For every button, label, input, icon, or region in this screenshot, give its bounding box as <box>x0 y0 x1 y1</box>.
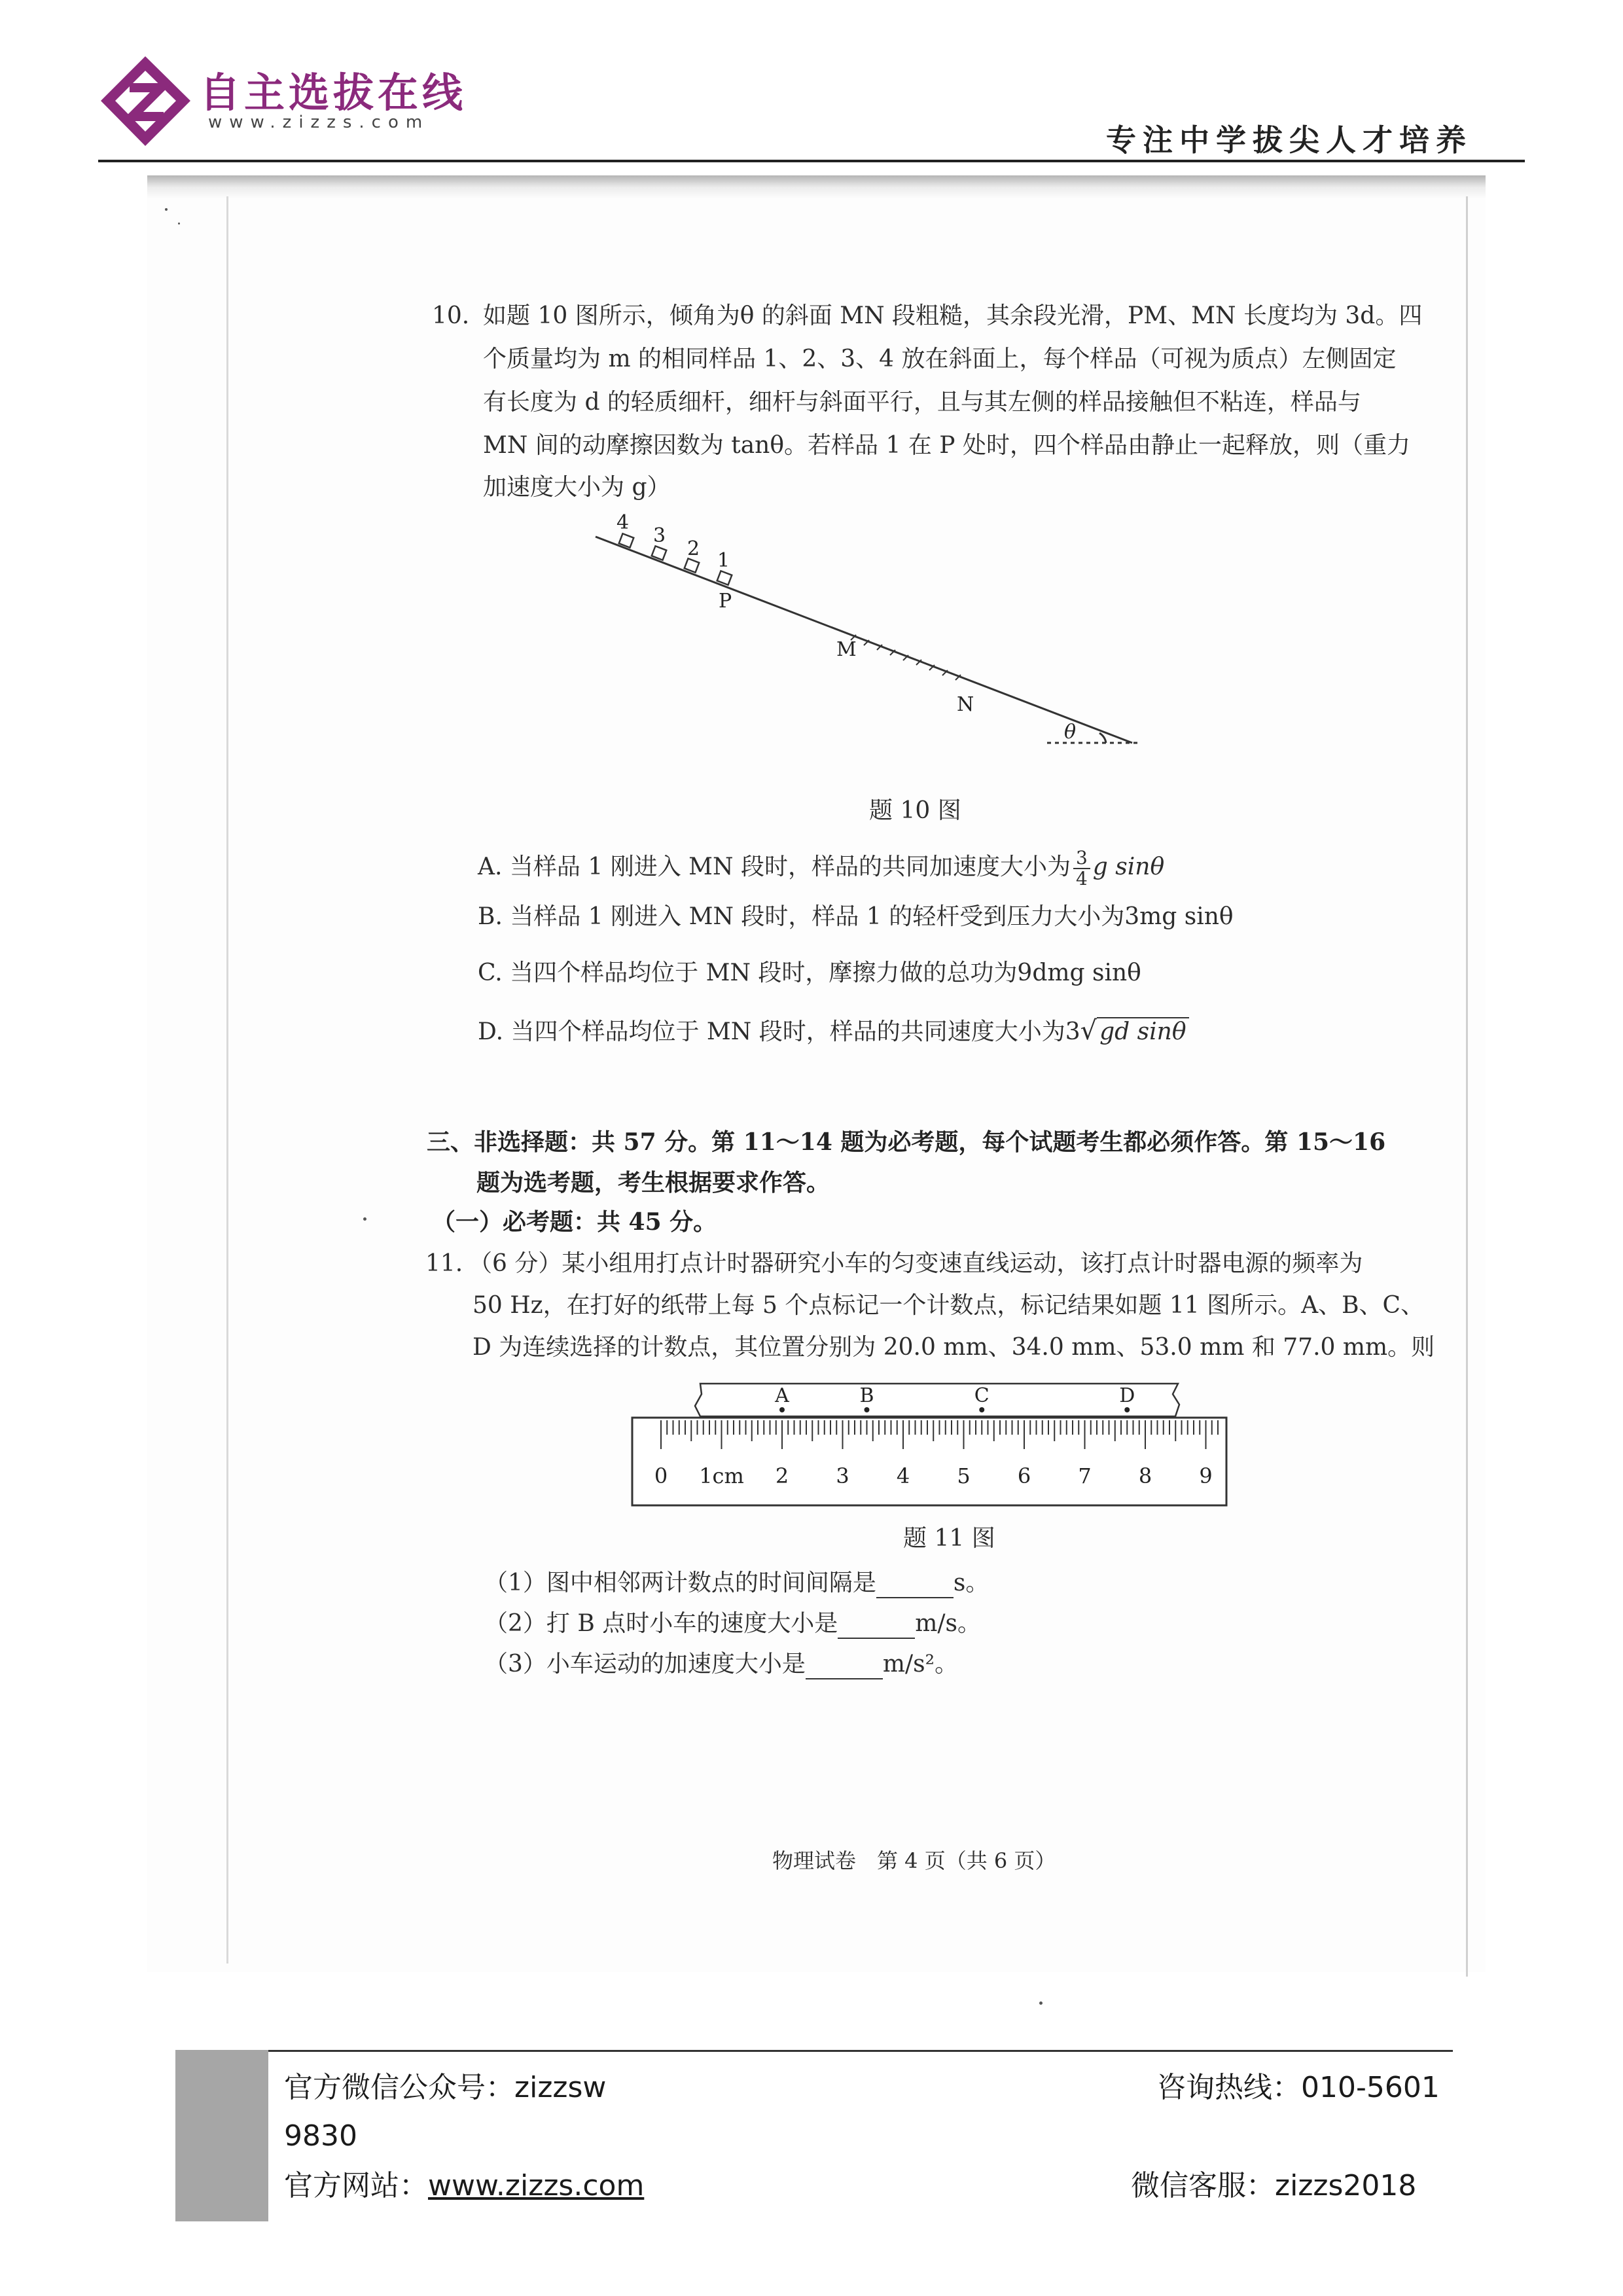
part-2-label: （2）打 B 点时小车的速度大小是 <box>484 1610 838 1637</box>
footer-wechat-service: 微信客服：zizzs2018 <box>1131 2169 1417 2202</box>
ruler-label: 4 <box>896 1463 910 1488</box>
q10-option-a <box>478 848 1164 889</box>
tape-label-D: D <box>1119 1384 1135 1407</box>
option-a-text: 当样品 1 刚进入 MN 段时，样品的共同加速度大小为 <box>509 853 1071 880</box>
tape-point-D <box>1124 1407 1130 1412</box>
q11-part-1 <box>484 1570 989 1598</box>
label-3: 3 <box>653 524 666 547</box>
ruler-label: 5 <box>957 1463 971 1488</box>
ruler-label: 3 <box>836 1463 849 1488</box>
ruler-label: 8 <box>1138 1463 1152 1488</box>
tape-point-B <box>865 1407 870 1412</box>
footer-wechat-public: 官方微信公众号：zizzsw <box>284 2071 607 2104</box>
page-number-footer: 物理试卷 第 4 页（共 6 页） <box>772 1848 1056 1873</box>
option-b-text: 当样品 1 刚进入 MN 段时，样品 1 的轻杆受到压力大小为3mg sinθ <box>510 903 1234 930</box>
footer-grey-block <box>175 2050 268 2221</box>
footer-website-label: 官方网站： <box>284 2169 428 2202</box>
label-N: N <box>957 693 974 716</box>
label-M: M <box>836 638 857 661</box>
sqrt-body: gd sinθ <box>1097 1017 1188 1045</box>
option-a-tail: g sinθ <box>1092 853 1165 880</box>
scan-speck <box>178 223 180 224</box>
fraction-denominator: 4 <box>1075 868 1088 889</box>
figure-10-caption: 题 10 图 <box>869 797 961 824</box>
label-1: 1 <box>717 549 730 572</box>
footer-divider <box>268 2050 1453 2052</box>
ruler-tape-figure <box>622 1374 1237 1518</box>
part-2-unit: m/s。 <box>915 1610 981 1637</box>
brand-name: 自主选拔在线 <box>200 69 467 117</box>
q10-line-1: 如题 10 图所示，倾角为θ 的斜面 MN 段粗糙，其余段光滑，PM、MN 长度均为 3d。四 <box>483 302 1423 329</box>
option-b-letter: B. <box>478 903 503 930</box>
scan-speck <box>165 208 168 211</box>
ruler-label: 7 <box>1078 1463 1092 1488</box>
rough-section-hatch <box>851 635 961 680</box>
q11-part-3 <box>484 1651 958 1679</box>
answer-blank-3[interactable] <box>806 1651 883 1679</box>
tape-label-B: B <box>859 1384 874 1407</box>
ruler-label: 6 <box>1017 1463 1031 1488</box>
figure-11-caption: 题 11 图 <box>903 1525 995 1552</box>
ruler-label: 1cm <box>699 1463 744 1488</box>
fraction-numerator: 3 <box>1073 848 1090 869</box>
q10-option-b <box>478 903 1234 931</box>
tape-label-C: C <box>974 1384 990 1407</box>
angle-arc <box>1099 733 1106 743</box>
label-4: 4 <box>616 511 630 534</box>
q10-line-5: 加速度大小为 g） <box>483 474 671 501</box>
header-divider <box>98 160 1525 162</box>
q11-line-3: D 为连续选择的计数点，其位置分别为 20.0 mm、34.0 mm、53.0 mm 和 77.0 mm。则 <box>473 1334 1435 1361</box>
option-a-letter: A. <box>478 853 503 880</box>
scan-speck <box>1039 2001 1043 2005</box>
sample-2 <box>685 558 700 572</box>
option-d-letter: D. <box>478 1018 504 1045</box>
section-3-heading-cont: 题为选考题，考生根据要求作答。 <box>476 1169 830 1196</box>
q10-line-3: 有长度为 d 的轻质细杆，细杆与斜面平行，且与其左侧的样品接触但不粘连，样品与 <box>483 389 1361 416</box>
option-c-letter: C. <box>478 960 503 986</box>
answer-blank-2[interactable] <box>838 1610 915 1639</box>
fraction-3-4 <box>1073 848 1090 889</box>
label-P: P <box>719 590 732 613</box>
sample-3 <box>652 546 667 560</box>
option-c-text: 当四个样品均位于 MN 段时，摩擦力做的总功为9dmg sinθ <box>510 960 1141 986</box>
tape-label-A: A <box>775 1384 789 1407</box>
section-3-heading: 三、非选择题：共 57 分。第 11～14 题为必考题，每个试题考生都必须作答。第 15～16 <box>427 1128 1386 1156</box>
label-theta: θ <box>1064 721 1077 744</box>
label-2: 2 <box>687 537 700 560</box>
footer-hotline: 咨询热线：010-5601 <box>1157 2071 1440 2104</box>
scan-right-edge <box>1466 196 1468 1977</box>
incline-line <box>596 537 1132 743</box>
footer-website-link[interactable]: www.zizzs.com <box>428 2169 645 2202</box>
q10-option-c <box>478 960 1141 987</box>
incline-figure <box>589 511 1152 753</box>
scan-left-edge <box>226 196 228 1964</box>
q11-part-2 <box>484 1610 981 1639</box>
zizzs-logo-icon <box>98 54 193 149</box>
section-3-subheading: （一）必考题：共 45 分。 <box>432 1208 717 1236</box>
scan-edge-shadow <box>147 175 1486 199</box>
part-1-label: （1）图中相邻两计数点的时间间隔是 <box>484 1570 876 1596</box>
part-1-unit: s。 <box>953 1570 990 1596</box>
question-number-11: 11. <box>425 1250 463 1277</box>
sample-1 <box>717 571 732 584</box>
footer-wechat-public-cont: 9830 <box>284 2119 357 2153</box>
ruler-label: 0 <box>654 1463 668 1488</box>
sqrt-sign: √ <box>1080 1016 1097 1046</box>
brand-url[interactable]: www.zizzs.com <box>208 113 430 132</box>
paper-tape <box>695 1384 1179 1416</box>
part-3-unit: m/s²。 <box>882 1651 959 1677</box>
q11-line-1: （6 分）某小组用打点计时器研究小车的匀变速直线运动，该打点计时器电源的频率为 <box>469 1250 1363 1277</box>
tape-point-C <box>979 1407 984 1412</box>
q11-line-2: 50 Hz，在打好的纸带上每 5 个点标记一个计数点，标记结果如题 11 图所示。A、B、C、 <box>473 1292 1425 1319</box>
scan-speck <box>363 1217 366 1221</box>
answer-blank-1[interactable] <box>876 1570 954 1598</box>
header-slogan: 专注中学拔尖人才培养 <box>1106 122 1472 158</box>
tape-point-A <box>779 1407 785 1412</box>
option-d-text: 当四个样品均位于 MN 段时，样品的共同速度大小为3 <box>510 1018 1080 1045</box>
q10-line-4: MN 间的动摩擦因数为 tanθ。若样品 1 在 P 处时，四个样品由静止一起释放，则（重力 <box>483 432 1410 459</box>
q10-line-2: 个质量均为 m 的相同样品 1、2、3、4 放在斜面上，每个样品（可视为质点）左侧固定 <box>483 346 1397 372</box>
question-number-10: 10. <box>432 302 470 329</box>
ruler-label: 9 <box>1199 1463 1213 1488</box>
footer-website <box>284 2166 644 2206</box>
part-3-label: （3）小车运动的加速度大小是 <box>484 1651 806 1677</box>
q10-option-d <box>478 1017 1189 1046</box>
ruler-label: 2 <box>775 1463 789 1488</box>
